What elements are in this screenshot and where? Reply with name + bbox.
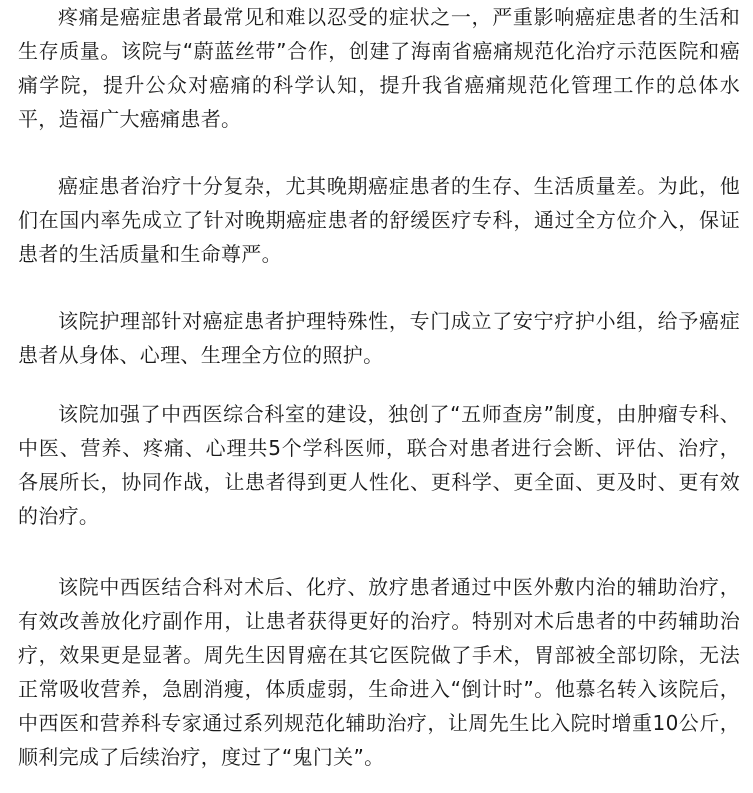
paragraph-integrated-medicine: 该院中西医结合科对术后、化疗、放疗患者通过中医外敷内治的辅助治疗，有效改善放化疗副作用，让患者获得更好的治疗。特别对术后患者的中药辅助治疗，效果更是显著。周先生因胃癌在其它医院做了手术，胃部被全部切除，无法正常吸收营养，急剧消瘦，体质虚弱，生命进入“倒计时”。他慕名转入该院后，中西医和营养科专家通过系列规范化辅助治疗，让周先生比入院时增重10公斤，顺利完成了后续治疗，度过了“鬼门关”。 (18, 575, 740, 769)
paragraph-cancer-pain: 疼痛是癌症患者最常见和难以忍受的症状之一，严重影响癌症患者的生活和生存质量。该院与“蔚蓝丝带”合作，创建了海南省癌痛规范化治疗示范医院和癌痛学院，提升公众对癌痛的科学认知，提升我省癌痛规范化管理工作的总体水平，造福广大癌痛患者。 (18, 5, 740, 131)
paragraph-palliative-care: 癌症患者治疗十分复杂，尤其晚期癌症患者的生存、生活质量差。为此，他们在国内率先成立了针对晚期癌症患者的舒缓医疗专科，通过全方位介入，保证患者的生活质量和生命尊严。 (18, 174, 740, 266)
paragraph-hospice-nursing: 该院护理部针对癌症患者护理特殊性，专门成立了安宁疗护小组，给予癌症患者从身体、心理、生理全方位的照护。 (18, 309, 740, 367)
paragraph-five-doctor-rounds: 该院加强了中西医综合科室的建设，独创了“五师查房”制度，由肿瘤专科、中医、营养、疼痛、心理共5个学科医师，联合对患者进行会断、评估、治疗，各展所长，协同作战，让患者得到更人性化、更科学、更全面、更及时、更有效的治疗。 (18, 402, 740, 528)
